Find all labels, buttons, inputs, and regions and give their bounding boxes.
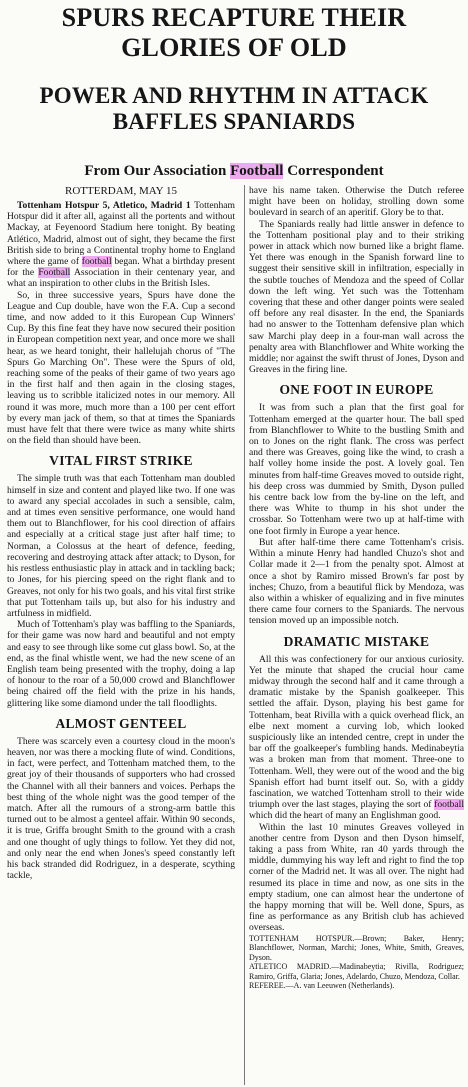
byline-pre: From Our Association bbox=[84, 163, 231, 179]
section-heading: VITAL FIRST STRIKE bbox=[49, 453, 193, 469]
paragraph-text: All this was confectionery for our anxious curiosity. Yet the minute that shaped the crucial hour came midway through the second half and it came through a dramatic mistake by the Spanish goalkeeper. This settled the affair. Dyson, playing his best game for Tottenham, beat Rivilla with a quick overhead flick, an elbe next moment a curving lob, which looked suspiciously like an intended centre, crept in under the bar off the goalkeeper's fumbling hands. Medinabeytia was a broken man from that moment. Three-one to Tottenham. Well, they were out of the wood and the big Spanish effort had burnt itself out. So, with a giddy fascination, we watched Tottenham stroll to their wide triumph over the last stages, playing the sort of bbox=[249, 653, 464, 811]
paragraph: It was from such a plan that the first goal for Tottenham emerged at the quarter hour. The ball sped from Blanchflower to White to the bustling Smith and on to Jones on the right flank. The cross was perfect and there was Greaves, going like the wind, to crash a half volley home inside the post. A lovely goal. Ten minutes from half-time Greaves moved to outside right, his deep cross was dummied by Smith, Dyson pulled his centre back low from the by-line on the left, and there was White to thump in his shot under the crossbar. So Tottenham were two up at half-time with one foot firmly in Europe a year hence. bbox=[249, 402, 464, 537]
right-column bbox=[249, 185, 464, 991]
paragraph: have his name taken. Otherwise the Dutch referee might have been on holiday, strolling down some boulevard in search of an aperitif. Glory be to that. bbox=[249, 185, 464, 219]
subheadline-line-2: BAFFLES SPANIARDS bbox=[112, 109, 356, 134]
paragraph: So, in three successive years, Spurs have done the League and Cup double, have won the F.A. Cup a second time, and now added to it this European Cup Winners' Cup. By this fine feat they have now secured their position in European competition next year, and once more we shall hear, as we heard tonight, their hallelujah chorus of "The Spurs Go Marching On". These were the Spurs of old, reaching some of the peaks of their game of two years ago in the first half and then again in the closing stages, leaving us to scribble italicized notes in our memory. All round it was more, much more than a 100 per cent effort by every man jack of them, so that at times the Spaniards must have felt that there were twice as many white shirts on the field than should have been. bbox=[7, 289, 235, 447]
section-heading: ALMOST GENTEEL bbox=[55, 715, 187, 731]
paragraph: Within the last 10 minutes Greaves volleyed in another centre from Dyson and then Dyson himself, taking a pass from White, ran 40 yards through the middle, dummying his way left and right to find the top corner of the Madrid net. It was all over. The night had resumed its place in time and now, as one sits in the empty stadium, one can almost hear the undertone of the happy morning that will be. Well done, Spurs, as fine as performance as any British club has achieved overseas. bbox=[249, 821, 464, 934]
paragraph-text: which did the heart of many an Englishman good. bbox=[249, 810, 441, 822]
paragraph-text: Association in their centenary year, and what an inspiration to other clubs in the British Isles. bbox=[7, 267, 235, 290]
paragraph: The Spaniards really had little answer in defence to the Tottenham positional play and to their striking power in attack which now burned like a bright flame. Yet there was enough in the Spanish forward line to suggest their sensitive skill in infiltration, especially in the subtle touches of Mendoza and the speed of Collar down the left wing. Yet such was the Tottenham covering that these and other danger points were sealed off before any real disaster. In the end, the Spaniards had no answer to the Tottenham defensive plan which saw Marchi play deep in a four-man wall across the penalty area with Blanchflower and White working the middle; nor against the swift thrust of Jones, Dyson and Greaves in the firing line. bbox=[249, 218, 464, 376]
referee-line: REFEREE.—A. van Leeuwen (Netherlands). bbox=[249, 981, 395, 991]
section-heading: DRAMATIC MISTAKE bbox=[283, 633, 430, 649]
paragraph: The simple truth was that each Tottenham man doubled himself in size and content and played like two. If one was to award any special accolades in such a sensible, calm, and at times even sensitive performance, one would hand them out to Blanchflower, for his cool direction of affairs and especially at a critical stage just after half time; to Norman, a Colossus at the heart of defence, feeding, recovering and destroying attack after attack; to Dyson, for his restless enthusiastic play in attack and in tackling back; to Jones, for his piercing speed on the right flank and to Greaves, not only for his two goals, and his vital first strike that put Tottenham tails up, but also for his industry and artfulness in midfield. bbox=[7, 473, 235, 619]
dateline: ROTTERDAM, MAY 15 bbox=[65, 185, 177, 197]
byline-post: Correspondent bbox=[283, 163, 384, 179]
score-line: Tottenham Hotspur 5, Atletico, Madrid 1 bbox=[17, 200, 191, 211]
highlight-football: Football bbox=[38, 267, 71, 279]
byline bbox=[0, 162, 468, 180]
paragraph: There was scarcely even a courtesy cloud in the moon's heaven, nor was there a mocking flute of wind. Conditions, in fact, were perfect, and Tottenham matched them, to the great joy of their thousands of supporters who had crossed the Channel with all their banners and voices. Perhaps the best thing of the whole night was the good temper of the match. After all the rumours of a strong-arm battle this turned out to be almost a genteel affair. Within 90 seconds, it is true, Griffa brought Smith to the ground with a crash and one thought of ugly things to follow. Yet they did not, and only near the end when Jones's speed constantly left his back stranded did Rodriguez, in a desperate, scything tackle, bbox=[7, 735, 235, 882]
team-lineup: TOTTENHAM HOTSPUR.—Brown; Baker, Henry; Blanchflower, Norman, Marchi; Jones, White, Smith, Greaves, Dyson. bbox=[249, 933, 464, 962]
paragraph: Much of Tottenham's play was baffling to the Spaniards, for their game was now hard and beautiful and not empty and easy to see through like some cut glass bowl. So, at the end, as the final whistle went, we had the new scene of an English team being presented with the trophy, doing a lap of honour to the roar of a 50,000 crowd and Blanchflower being chaired off the field with the prize in his hands, glittering like some diamond under the tall floodlights. bbox=[7, 619, 235, 709]
subheadline-line-1: POWER AND RHYTHM IN ATTACK bbox=[39, 83, 429, 108]
paragraph bbox=[249, 654, 464, 822]
paragraph: But after half-time there came Tottenham's crisis. Within a minute Henry had handled Chuzo's shot and Collar made it 2—1 from the penalty spot. Almost at once a shot by Ramiro missed Brown's far post by inches; Chuzo, from a beautiful flick by Mendoza, was also within a whisker of equalizing and in five minutes there came four corners to the Spaniards. The nervous tension moved up an impossible notch. bbox=[249, 536, 464, 627]
paragraph bbox=[7, 200, 235, 290]
highlight-football: football bbox=[81, 256, 112, 268]
section-heading: ONE FOOT IN EUROPE bbox=[279, 382, 434, 398]
headline-line-2: GLORIES OF OLD bbox=[121, 33, 347, 62]
team-lineup: ATLETICO MADRID.—Madinabeytia; Rivilla, Rodriguez; Ramiro, Griffa, Glaria; Jones, Adelardo, Chuzo, Mendoza, Collar. bbox=[249, 962, 464, 981]
byline-highlight: Football bbox=[230, 163, 284, 179]
paragraph-text: Tottenham Hotspur did it after all, against all the portents and without Mackay, at Feyenoord Stadium here tonight. By beating Atlético, Madrid, almost out of sight, they became the first British side to bring a Continental trophy home to England where the game of bbox=[7, 200, 235, 268]
highlight-football: football bbox=[434, 799, 464, 811]
left-column bbox=[7, 185, 235, 881]
column-rule bbox=[244, 185, 245, 1085]
headline-line-1: SPURS RECAPTURE THEIR bbox=[61, 3, 407, 32]
paragraph-text: began. What a birthday present for the bbox=[7, 256, 235, 279]
